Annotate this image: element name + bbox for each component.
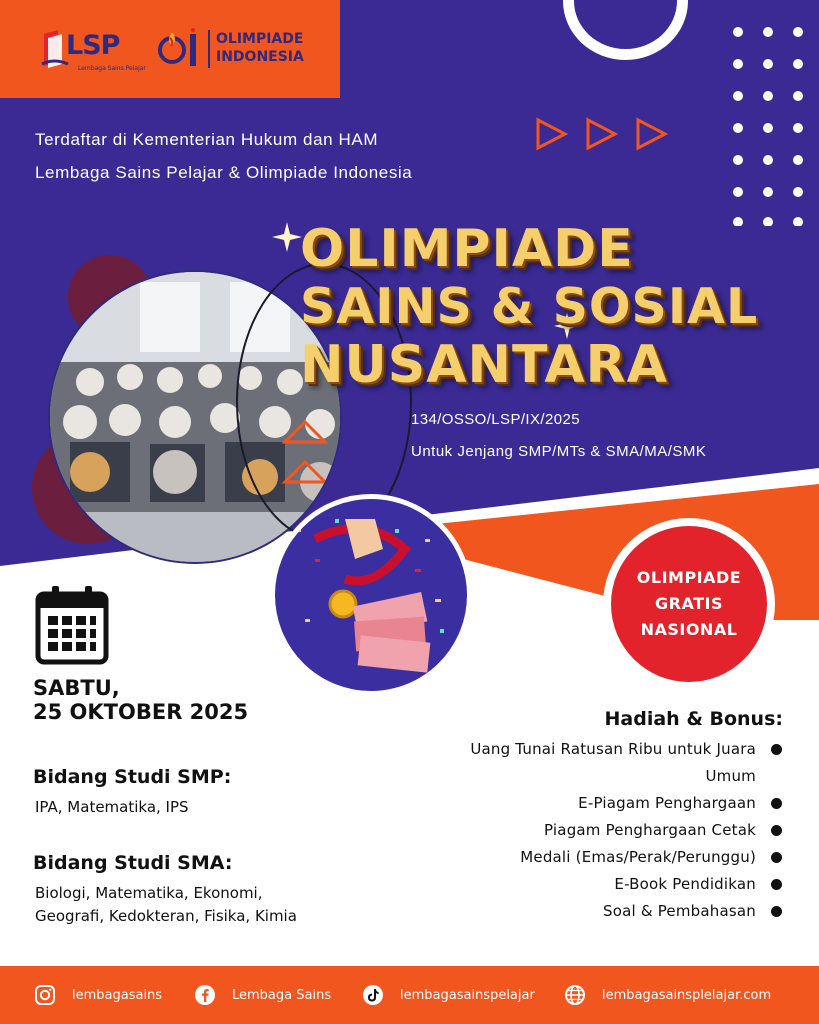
hand-medal-money-illustration	[275, 499, 467, 691]
smp-subjects-list: IPA, Matematika, IPS	[35, 798, 189, 816]
list-item	[440, 871, 790, 898]
prize-label: Medali (Emas/Perak/Perunggu)	[520, 848, 756, 866]
website-link[interactable]	[564, 966, 771, 1024]
prizes-title: Hadiah & Bonus:	[604, 708, 783, 730]
sma-subjects-line-2: Geografi, Kedokteran, Fisika, Kimia	[35, 907, 297, 925]
prize-label: E-Piagam Penghargaan	[578, 794, 756, 812]
bullet-icon	[771, 906, 782, 917]
play-triangles-icon	[535, 117, 675, 151]
prize-label: Soal & Pembahasan	[603, 902, 756, 920]
sparkle-icon	[272, 222, 302, 252]
facebook-icon	[194, 984, 216, 1006]
lsp-logo-text: LSP	[66, 30, 120, 61]
event-day: SABTU,	[33, 676, 120, 700]
bullet-icon	[771, 825, 782, 836]
prize-label: Uang Tunai Ratusan Ribu untuk Juara Umum	[470, 740, 756, 785]
registration-line-2: Lembaga Sains Pelajar & Olimpiade Indonesia	[35, 163, 413, 182]
logo-divider	[208, 30, 210, 68]
badge-line-2: GRATIS	[655, 594, 723, 613]
instagram-icon	[34, 984, 56, 1006]
smp-subjects-title: Bidang Studi SMP:	[33, 766, 232, 788]
oi-logo-line1: OLIMPIADE	[216, 31, 304, 47]
event-date: 25 OKTOBER 2025	[33, 700, 249, 724]
sma-subjects-list	[35, 882, 297, 928]
facebook-link[interactable]	[194, 966, 331, 1024]
lsp-logo	[40, 26, 146, 74]
title-line-2: SAINS & SOSIAL	[300, 278, 759, 335]
list-item	[440, 844, 790, 871]
bullet-icon	[771, 798, 782, 809]
olimpiade-indonesia-logo	[158, 26, 318, 74]
lsp-logo-subtitle: Lembaga Sains Pelajar	[78, 65, 146, 72]
oi-logo-line2: INDONESIA	[216, 49, 304, 65]
title-line-3: NUSANTARA	[300, 335, 668, 395]
website-url: lembagasainsplelajar.com	[602, 987, 772, 1003]
globe-icon	[564, 984, 586, 1006]
list-item	[440, 736, 790, 790]
prize-label: Piagam Penghargaan Cetak	[544, 821, 756, 839]
badge-line-1: OLIMPIADE	[636, 568, 742, 587]
tiktok-link[interactable]	[362, 966, 535, 1024]
instagram-link[interactable]	[34, 966, 162, 1024]
bullet-icon	[771, 879, 782, 890]
oi-flame-icon	[158, 28, 202, 68]
bullet-icon	[771, 744, 782, 755]
calendar-icon	[34, 582, 110, 666]
sma-subjects-line-1: Biologi, Matematika, Ekonomi,	[35, 884, 263, 902]
bullet-icon	[771, 852, 782, 863]
sma-subjects-title: Bidang Studi SMA:	[33, 852, 233, 874]
list-item	[440, 817, 790, 844]
title-line-1: OLIMPIADE	[300, 219, 634, 279]
list-item	[440, 790, 790, 817]
decorative-dot-grid	[728, 26, 808, 226]
education-level: Untuk Jenjang SMP/MTs & SMA/MA/SMK	[411, 443, 707, 460]
tiktok-icon	[362, 984, 384, 1006]
prize-label: E-Book Pendidikan	[614, 875, 756, 893]
prize-illustration	[270, 494, 472, 696]
footer-social-bar	[0, 966, 819, 1024]
facebook-handle: Lembaga Sains	[232, 987, 332, 1003]
free-national-badge	[611, 526, 767, 682]
badge-line-3: NASIONAL	[640, 620, 738, 639]
logo-bar	[0, 0, 340, 98]
list-item	[440, 898, 790, 925]
event-title	[300, 220, 819, 394]
reference-number: 134/OSSO/LSP/IX/2025	[411, 411, 580, 428]
instagram-handle: lembagasains	[72, 987, 163, 1003]
registration-line-1: Terdaftar di Kementerian Hukum dan HAM	[35, 130, 379, 149]
tiktok-handle: lembagasainspelajar	[400, 987, 535, 1003]
prizes-list	[440, 736, 790, 925]
